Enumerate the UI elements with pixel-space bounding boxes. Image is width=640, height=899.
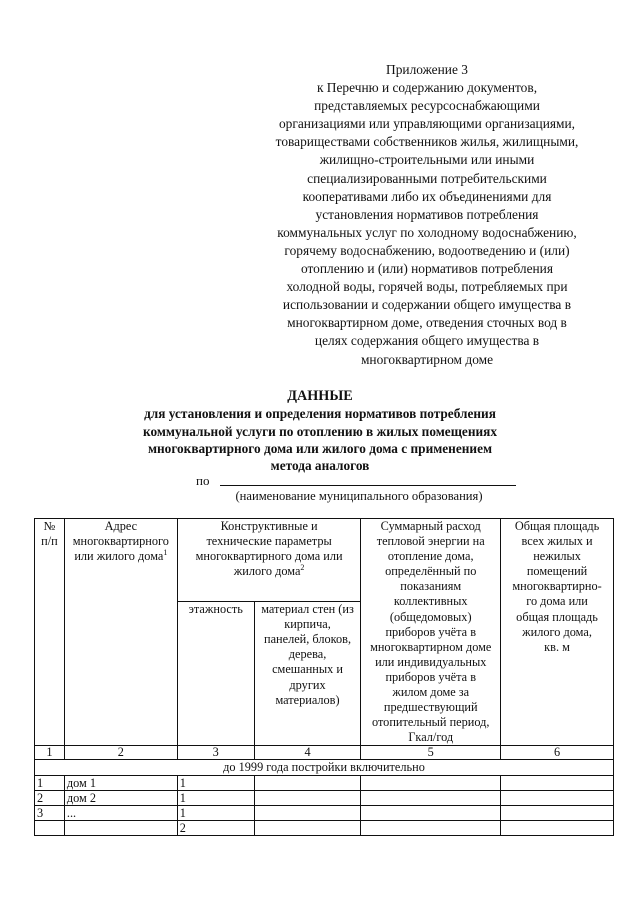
table-row <box>35 791 614 806</box>
header-text: помещений <box>526 564 588 579</box>
appendix-line: организациями или управляющими организациями, <box>278 116 576 132</box>
title-main: ДАННЫЕ <box>287 388 353 404</box>
appendix-line: к Перечню и содержанию документов, <box>316 80 538 96</box>
header-text: или индивидуальных <box>375 654 487 669</box>
appendix-line: многоквартирном доме, отведения сточных вод в <box>287 315 567 331</box>
header-text <box>180 564 359 579</box>
header-text: технические параметры <box>206 534 332 549</box>
header-params <box>177 519 361 602</box>
header-area <box>501 519 614 746</box>
row-num: 1 <box>35 776 65 791</box>
header-text: материалов) <box>275 692 340 707</box>
header-text: жилого дома <box>233 564 301 579</box>
header-energy <box>361 519 501 746</box>
header-text: материал стен (из <box>261 602 354 617</box>
appendix-line: целях содержания общего имущества в <box>314 333 540 349</box>
document-title <box>95 388 545 474</box>
title-line: метода аналогов <box>270 458 370 474</box>
header-text: кв. м <box>544 639 570 654</box>
row-area <box>501 776 614 791</box>
appendix-line: кооперативами либо их объединениями для <box>302 188 552 204</box>
appendix-line: товариществами собственников жилья, жилищными, <box>275 134 579 150</box>
header-text: Адрес <box>104 519 138 533</box>
header-text: многоквартирного дома или <box>195 549 343 564</box>
column-number: 2 <box>64 746 177 760</box>
footnote-ref: 2 <box>300 563 305 573</box>
column-number-row <box>35 746 614 760</box>
row-energy <box>361 821 501 836</box>
header-text: определённый по <box>385 564 477 579</box>
header-text: тепловой энергии на <box>376 534 485 549</box>
header-text: всех жилых и <box>521 534 593 549</box>
row-floors: 1 <box>177 806 254 821</box>
appendix-line: Приложение 3 <box>386 62 468 77</box>
header-material <box>254 602 361 746</box>
header-text: жилом доме за <box>392 685 470 700</box>
header-text: жилого дома, <box>522 624 592 639</box>
header-text: общая площадь <box>516 609 598 624</box>
row-floors: 2 <box>177 821 254 836</box>
appendix-line: установления нормативов потребления <box>315 206 539 222</box>
header-text: коллективных <box>393 594 468 609</box>
column-number: 3 <box>177 746 254 760</box>
header-text: п/п <box>41 534 58 549</box>
row-num <box>35 821 65 836</box>
header-row <box>35 519 614 602</box>
appendix-line: коммунальных услуг по холодному водоснабжению, <box>277 224 577 240</box>
header-text: многоквартирно- <box>512 579 602 594</box>
title-line: многоквартирного дома или жилого дома с применением <box>147 440 493 456</box>
appendix-line: представляемых ресурсоснабжающими <box>314 98 540 114</box>
header-text: дерева, <box>288 647 327 662</box>
title-line: коммунальной услуги по отоплению в жилых помещениях <box>142 423 497 439</box>
header-text: показаниям <box>400 579 462 594</box>
header-text: Конструктивные и <box>220 519 318 533</box>
appendix-line: многоквартирном доме <box>360 351 494 367</box>
appendix-line: холодной воды, горячей воды, потребляемых при <box>286 279 568 295</box>
column-number: 6 <box>501 746 614 760</box>
header-text: многоквартирном доме <box>370 639 492 654</box>
header-text: (общедомовых) <box>389 609 472 624</box>
group-label: до 1999 года постройки включительно <box>35 760 614 776</box>
header-text: других <box>289 677 326 692</box>
appendix-line: специализированными потребительскими <box>307 170 547 186</box>
municipality-caption: (наименование муниципального образования) <box>235 489 483 503</box>
header-text: приборов учёта в <box>385 669 476 684</box>
header-num <box>35 519 65 746</box>
appendix-line: использовании и содержании общего имущества в <box>282 297 572 313</box>
header-text: Гкал/год <box>408 730 454 745</box>
row-address: ... <box>64 806 177 821</box>
header-text: го дома или <box>526 594 588 609</box>
row-material <box>254 791 361 806</box>
header-floors: этажность <box>177 602 254 746</box>
header-text: Общая площадь <box>514 519 600 533</box>
appendix-line: горячему водоснабжению, водоотведению и (или) <box>284 242 570 258</box>
municipality-blank-line <box>220 485 516 486</box>
header-text: или жилого дома <box>74 549 164 564</box>
header-text: отопление дома, <box>387 549 474 564</box>
row-material <box>254 776 361 791</box>
row-num: 3 <box>35 806 65 821</box>
row-energy <box>361 776 501 791</box>
row-num: 2 <box>35 791 65 806</box>
row-address: дом 1 <box>64 776 177 791</box>
header-text <box>67 549 175 564</box>
header-text: смешанных и <box>272 662 343 677</box>
row-energy <box>361 806 501 821</box>
row-material <box>254 821 361 836</box>
table-row <box>35 776 614 791</box>
data-table <box>34 518 614 836</box>
row-area <box>501 791 614 806</box>
group-row <box>35 760 614 776</box>
header-text: Суммарный расход <box>380 519 481 533</box>
appendix-header <box>262 61 592 369</box>
po-label: по <box>196 473 210 488</box>
column-number: 4 <box>254 746 361 760</box>
table-row <box>35 821 614 836</box>
row-floors: 1 <box>177 791 254 806</box>
row-area <box>501 821 614 836</box>
header-text: многоквартирного <box>72 534 169 549</box>
column-number: 1 <box>35 746 65 760</box>
row-material <box>254 806 361 821</box>
row-floors: 1 <box>177 776 254 791</box>
header-text: нежилых <box>533 549 581 564</box>
header-address <box>64 519 177 746</box>
header-text: предшествующий <box>383 700 478 715</box>
row-address <box>64 821 177 836</box>
header-text: отопительный период, <box>371 715 490 730</box>
header-text: кирпича, <box>284 617 331 632</box>
row-address: дом 2 <box>64 791 177 806</box>
column-number: 5 <box>361 746 501 760</box>
header-text: панелей, блоков, <box>264 632 352 647</box>
table-row <box>35 806 614 821</box>
appendix-line: жилищно-строительными или иными <box>319 152 535 168</box>
footnote-ref: 1 <box>163 548 168 558</box>
row-energy <box>361 791 501 806</box>
row-area <box>501 806 614 821</box>
title-line: для установления и определения нормативов потребления <box>144 406 496 422</box>
appendix-line: отоплению и (или) нормативов потребления <box>300 261 554 277</box>
header-text: приборов учёта в <box>385 624 476 639</box>
header-text: № <box>43 519 56 533</box>
